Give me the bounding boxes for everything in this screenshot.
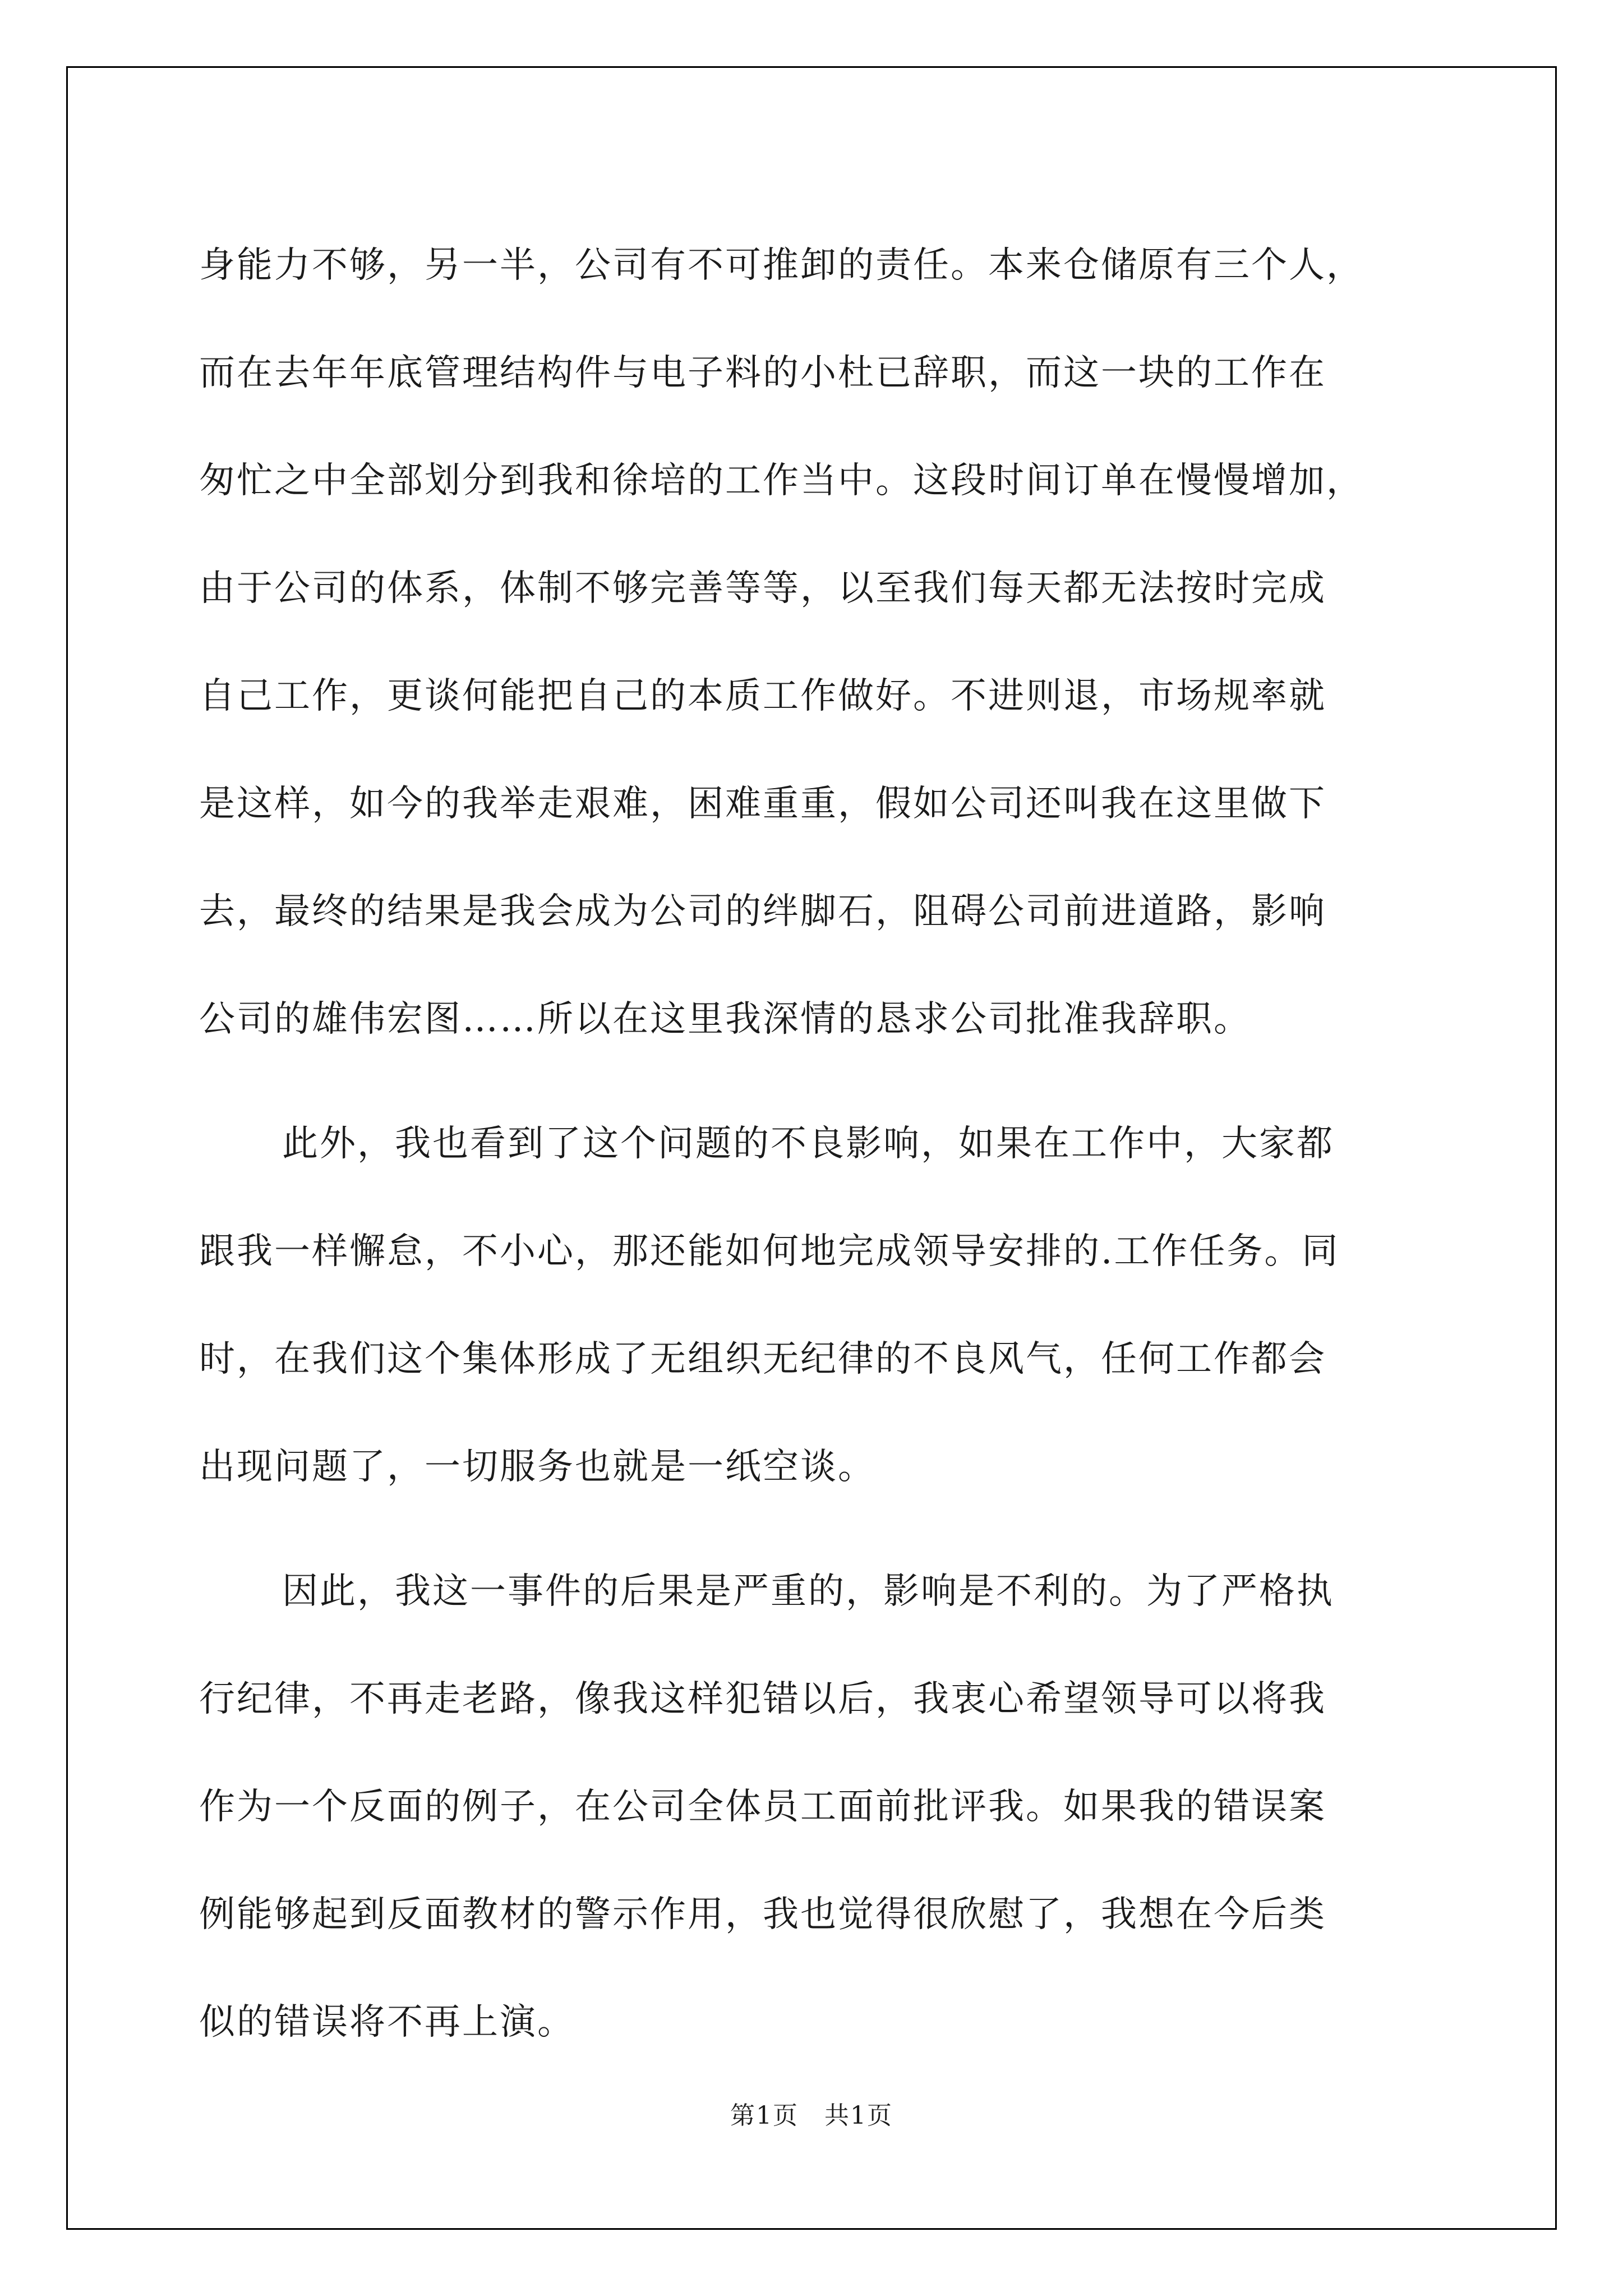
text-line: 行纪律，不再走老路，像我这样犯错以后，我衷心希望领导可以将我 bbox=[199, 1678, 1326, 1720]
text-line: 此外，我也看到了这个问题的不良影响，如果在工作中，大家都 bbox=[282, 1123, 1334, 1165]
paragraph bbox=[199, 1538, 1427, 2076]
text-line: 出现问题了，一切服务也就是一纸空谈。 bbox=[199, 1446, 875, 1488]
document-body bbox=[199, 211, 1427, 2076]
text-line: 时，在我们这个集体形成了无组织无纪律的不良风气，任何工作都会 bbox=[199, 1338, 1326, 1380]
text-line: 似的错误将不再上演。 bbox=[199, 2001, 575, 2043]
paragraph bbox=[199, 1090, 1427, 1521]
text-line: 而在去年年底管理结构件与电子料的小杜已辞职，而这一块的工作在 bbox=[199, 352, 1326, 394]
page-footer bbox=[0, 2095, 1623, 2131]
text-line: 由于公司的体系，体制不够完善等等，以至我们每天都无法按时完成 bbox=[199, 568, 1326, 609]
paragraph bbox=[199, 211, 1427, 1073]
text-line: 公司的雄伟宏图……所以在这里我深情的恳求公司批准我辞职。 bbox=[199, 999, 1251, 1040]
text-line: 身能力不够，另一半，公司有不可推卸的责任。本来仓储原有三个人， bbox=[199, 245, 1364, 286]
text-line: 是这样，如今的我举走艰难，困难重重，假如公司还叫我在这里做下 bbox=[199, 783, 1326, 825]
text-line: 例能够起到反面教材的警示作用，我也觉得很欣慰了，我想在今后类 bbox=[199, 1894, 1326, 1935]
paragraph-spacer bbox=[199, 1521, 1427, 1538]
text-line: 匆忙之中全部划分到我和徐培的工作当中。这段时间订单在慢慢增加， bbox=[199, 460, 1364, 501]
text-line: 作为一个反面的例子，在公司全体员工面前批评我。如果我的错误案 bbox=[199, 1786, 1326, 1828]
text-line: 去，最终的结果是我会成为公司的绊脚石，阻碍公司前进道路，影响 bbox=[199, 891, 1326, 932]
text-line: 自己工作，更谈何能把自己的本质工作做好。不进则退，市场规率就 bbox=[199, 675, 1326, 717]
text-line: 因此，我这一事件的后果是严重的，影响是不利的。为了严格执 bbox=[282, 1571, 1334, 1612]
paragraph-spacer bbox=[199, 1073, 1427, 1090]
page-number-label: 第1页 共1页 bbox=[730, 2101, 893, 2130]
text-line: 跟我一样懈怠，不小心，那还能如何地完成领导安排的.工作任务。同 bbox=[199, 1231, 1340, 1272]
